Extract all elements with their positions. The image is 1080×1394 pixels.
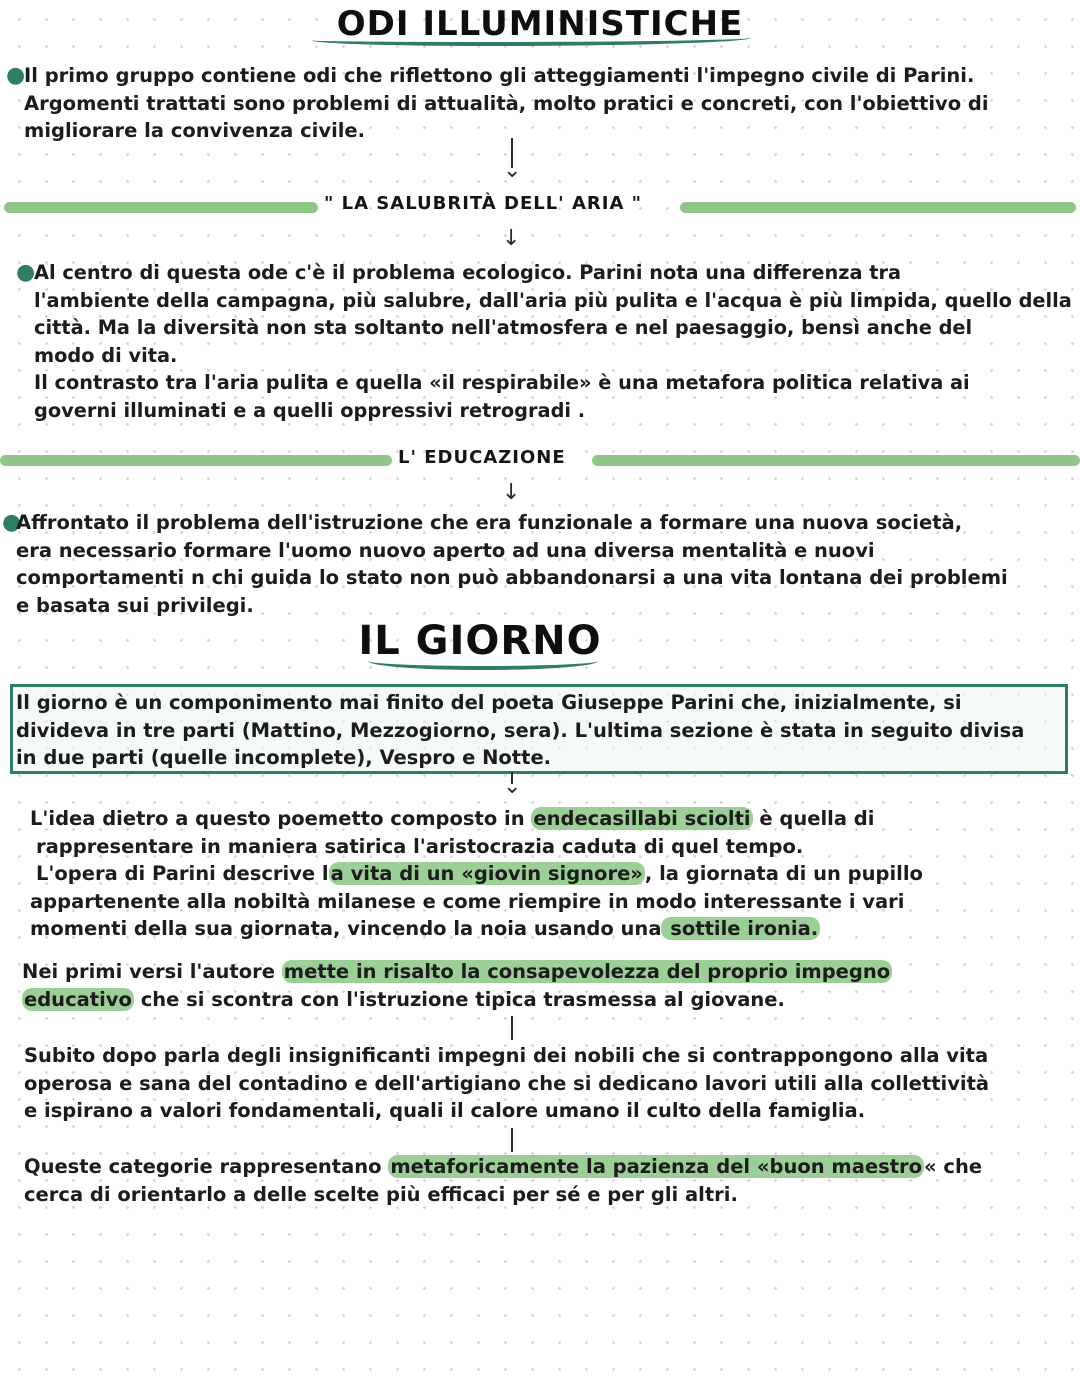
intro-paragraph: Il primo gruppo contiene odi che riflettono gli atteggiamenti l'impegno civile di Parini. Argomenti trattati sono problemi di attualità, molto pratici e concreti, con l'obiettivo di migliorare la convivenza civile. [24,64,989,142]
highlight: mette in risalto la consapevolezza del proprio impegno [283,960,891,983]
section-title-salubrita: " LA SALUBRITÀ DELL' ARIA " [324,193,643,214]
title-underline [368,652,598,670]
arrow-down-icon: ⌄ [503,158,522,183]
section-bar-right [680,202,1076,213]
highlight: metaforicamente la pazienza del «buon maestro [390,1155,923,1178]
section-title-giorno: IL GIORNO [0,618,960,664]
page-title: ODI ILLUMINISTICHE [0,4,1080,44]
giorno-paragraph-idea: L'idea dietro a questo poemetto composto in endecasillabi sciolti è quella di rappresentare in maniera satirica l'aristocrazia caduta di quel tempo. L'opera di Parini descrive l a vita di un «giovin signore» , la giornata di un pupillo appartenente alla nobiltà milanese e come riempire in modo interessante i vari momenti della sua giornata, vincendo la noia usando una sottile ironia. [30,807,923,940]
connector-line [511,1128,513,1152]
highlight: sottile ironia. [663,917,819,940]
box-text: Il giorno è un componimento mai finito del poeta Giuseppe Parini che, inizialmente, si divideva in tre parti (Mattino, Mezzogiorno, sera). L'ultima sezione è stata in seguito divisa in due parti (quelle incomplete), Vespro e Notte. [16,691,1025,769]
giorno-paragraph-impegno: Nei primi versi l'autore mette in risalto la consapevolezza del proprio impegno educativo che si scontra con l'istruzione tipica trasmessa al giovane. [22,960,891,1011]
arrow-down-icon: ⌄ [503,774,522,799]
bullet-icon: ● [6,63,26,88]
bullet-icon: ● [16,260,36,285]
giorno-paragraph-maestro: Queste categorie rappresentano metaforicamente la pazienza del «buon maestro « che cerca di orientarlo a delle scelte più efficaci per sé e per gli altri. [24,1155,983,1206]
arrow-down-icon: ↓ [502,226,521,251]
salubrita-paragraph: Al centro di questa ode c'è il problema ecologico. Parini nota una differenza tra l'ambiente della campagna, più salubre, dall'aria più pulita e l'acqua è più limpida, quello della città. Ma la diversità non sta soltanto nell'atmosfera e nel paesaggio, bensì anche del modo di vita. Il contrasto tra l'aria pulita e quella «il respirabile» è una metafora politica relativa ai governi illuminati e a quelli oppressivi retrogradi . [34,261,1072,422]
highlight: educativo [24,987,132,1011]
highlight: endecasillabi sciolti [533,807,751,830]
educazione-paragraph: Affrontato il problema dell'istruzione che era funzionale a formare una nuova società, era necessario formare l'uomo nuovo aperto ad una diversa mentalità e nuovi comportamenti n chi guida lo stato non può abbandonarsi a una vita lontana dei problemi e basata sui privilegi. [16,511,1008,617]
giorno-paragraph-nobili: Subito dopo parla degli insignificanti impegni dei nobili che si contrappongono alla vita operosa e sana del contadino e dell'artigiano che si dedicano lavori utili alla collettività e ispirano a valori fondamentali, quali il calore umano il culto della famiglia. [24,1044,990,1122]
highlight: a vita di un «giovin signore» [330,862,643,885]
bullet-icon: ● [2,510,22,535]
section-bar-left [0,455,392,466]
section-title-educazione: L' EDUCAZIONE [398,447,566,468]
section-bar-left [4,202,318,213]
arrow-down-icon: ↓ [502,480,521,505]
connector-line [511,1016,513,1040]
section-bar-right [592,455,1080,466]
